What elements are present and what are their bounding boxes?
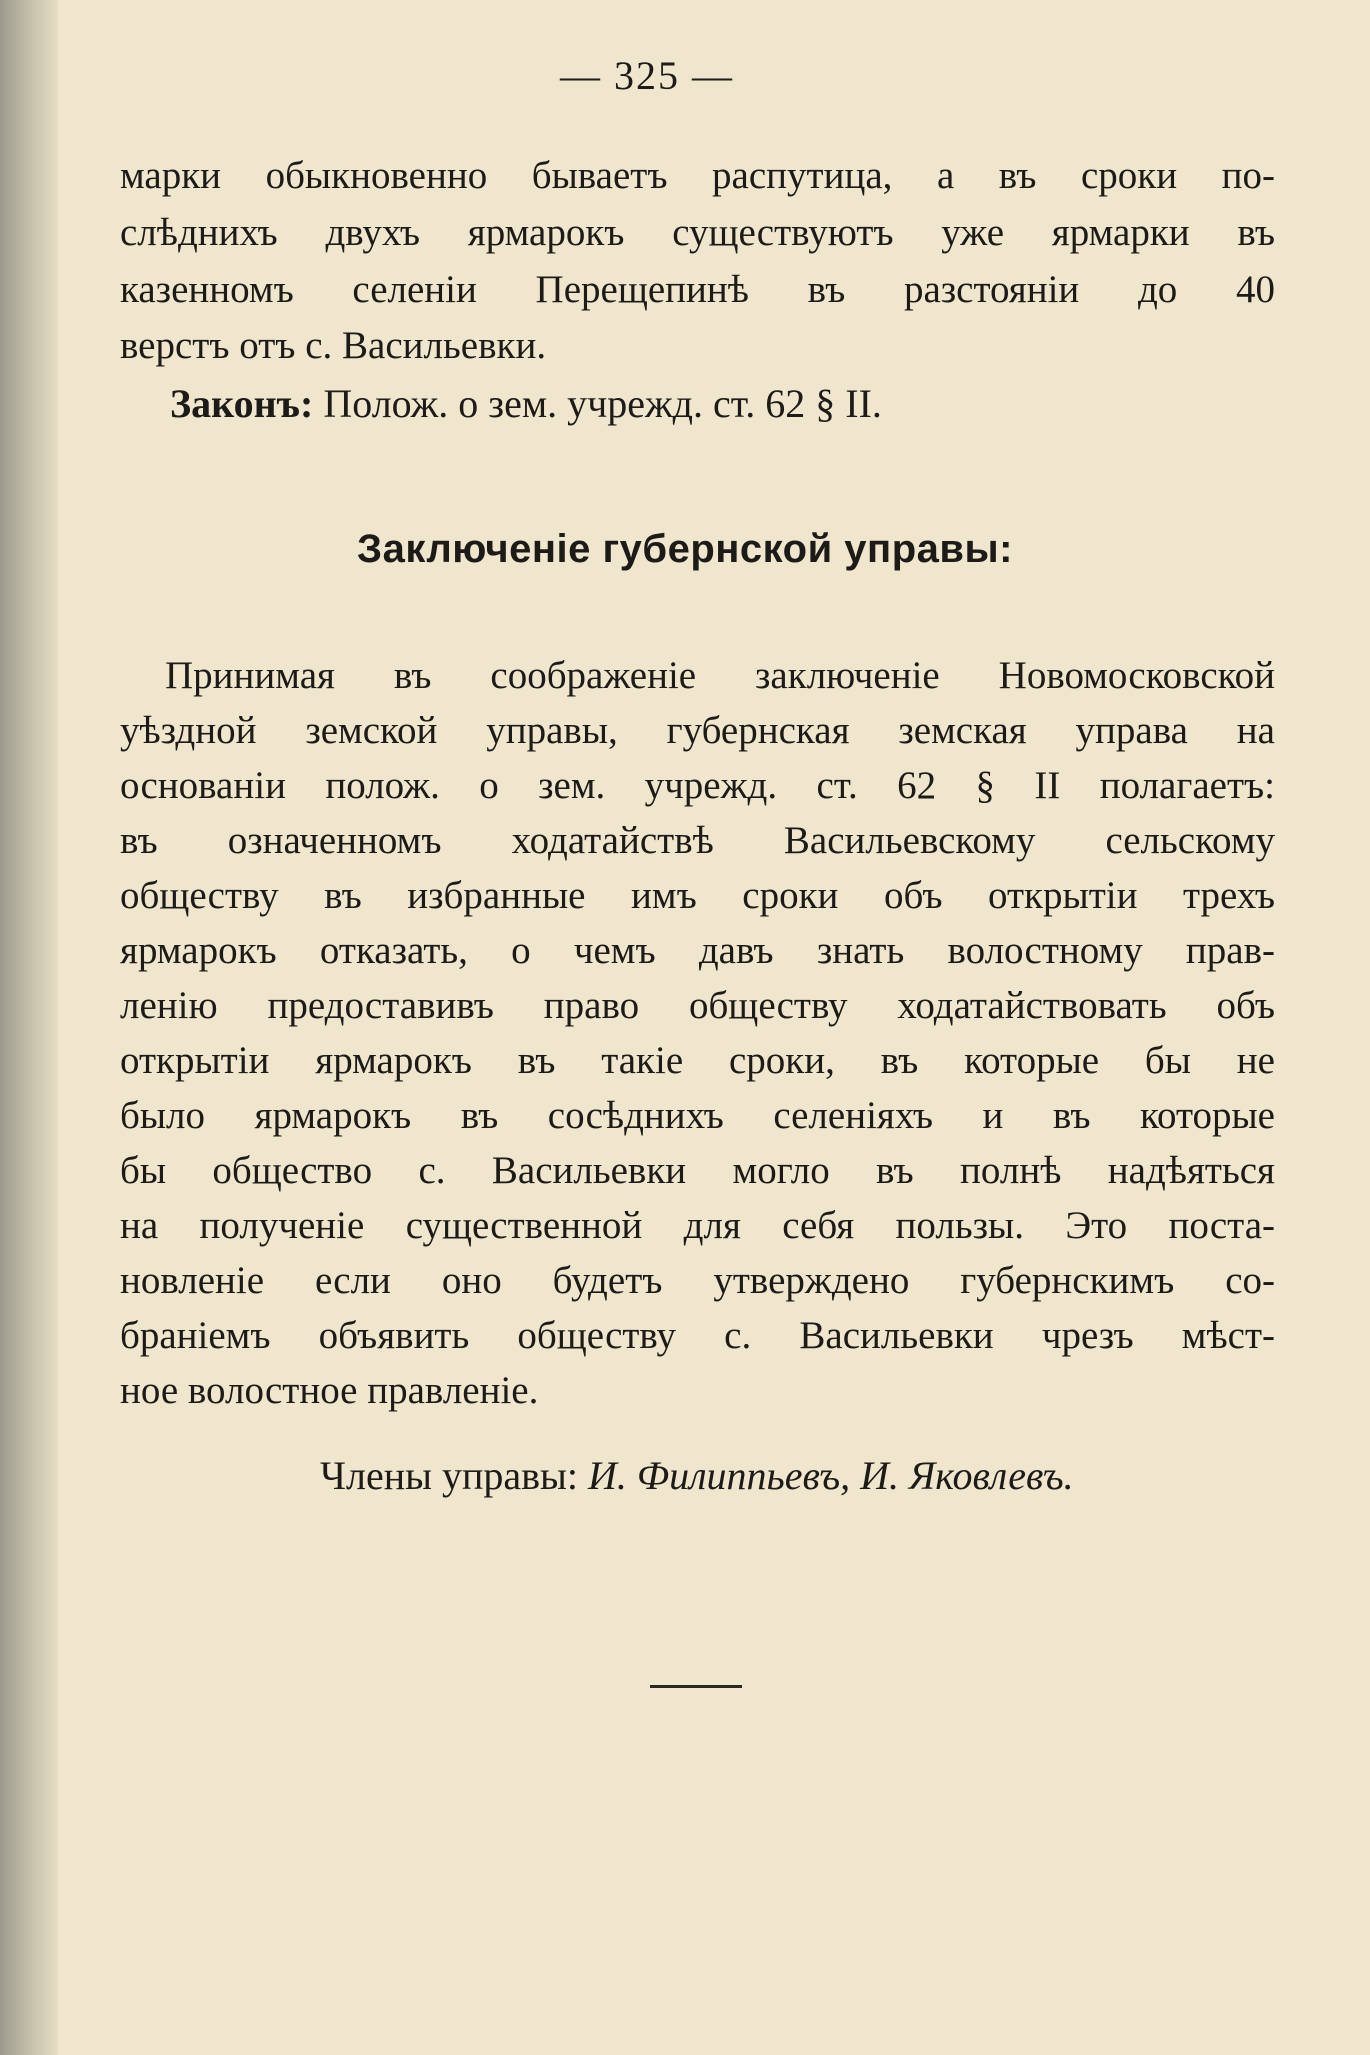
paragraph2-line-2: уѣздной земской управы, губернская земская управа на [120, 709, 1275, 752]
paragraph2-line-4: въ означенномъ ходатайствѣ Васильевскому сельскому [120, 819, 1275, 862]
page-number: — 325 — [560, 53, 734, 98]
paragraph1-line-3: казенномъ селеніи Перещепинѣ въ разстояніи до 40 [120, 268, 1275, 311]
section-heading: Заключеніе губернской управы: [357, 527, 1013, 571]
law-label: Законъ: [170, 381, 314, 426]
paragraph2-line-1: Принимая въ соображеніе заключеніе Новомосковской [165, 654, 1275, 697]
paragraph2-line-12: новленіе если оно будетъ утверждено губернскимъ со- [120, 1259, 1275, 1302]
paragraph1-line-2: слѣднихъ двухъ ярмарокъ существуютъ уже ярмарки въ [120, 211, 1275, 254]
page-gutter-shadow [0, 0, 58, 2055]
paragraph1-line-1: марки обыкновенно бываетъ распутица, а въ сроки по- [120, 154, 1275, 197]
law-text: Полож. о зем. учрежд. ст. 62 § II. [313, 381, 882, 426]
law-reference [170, 380, 882, 427]
paragraph2-line-13: браніемъ объявить обществу с. Васильевки чрезъ мѣст- [120, 1314, 1275, 1357]
paragraph2-line-7: ленію предоставивъ право обществу ходатайствовать объ [120, 984, 1275, 1027]
signature-names: И. Филиппьевъ, И. Яковлевъ. [588, 1453, 1074, 1498]
paragraph2-line-14: ное волостное правленіе. [120, 1369, 539, 1412]
signature-line [320, 1452, 1074, 1499]
paragraph2-line-11: на полученіе существенной для себя пользы. Это поста- [120, 1204, 1275, 1247]
paragraph2-line-10: бы общество с. Васильевки могло въ полнѣ надѣяться [120, 1149, 1275, 1192]
paragraph2-line-6: ярмарокъ отказать, о чемъ давъ знать волостному прав- [120, 929, 1275, 972]
paragraph2-line-9: было ярмарокъ въ сосѣднихъ селеніяхъ и въ которые [120, 1094, 1275, 1137]
paragraph2-line-3: основаніи полож. о зем. учрежд. ст. 62 § II полагаетъ: [120, 764, 1275, 807]
paragraph2-line-5: обществу въ избранные имъ сроки объ открытіи трехъ [120, 874, 1275, 917]
paragraph2-line-8: открытіи ярмарокъ въ такіе сроки, въ которые бы не [120, 1039, 1275, 1082]
paragraph1-line-4: верстъ отъ с. Васильевки. [120, 324, 547, 367]
signature-label: Члены управы: [320, 1453, 589, 1498]
closing-rule [650, 1685, 742, 1688]
bleed-through-text [100, 480, 111, 531]
